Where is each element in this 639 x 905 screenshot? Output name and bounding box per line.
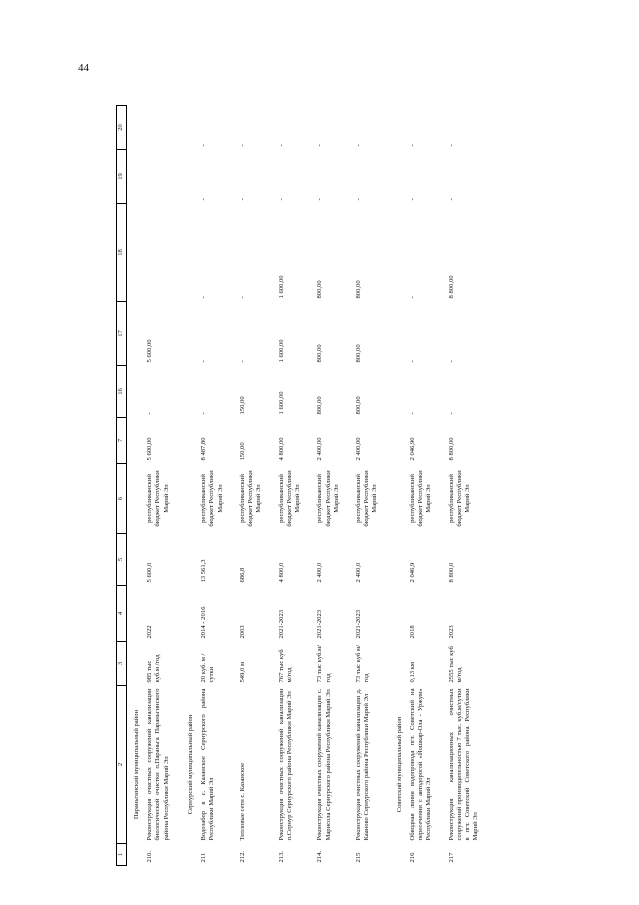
col-header: 1	[117, 844, 127, 866]
capacity: 73 тыс куб.м/год	[316, 645, 332, 683]
years: 2023	[447, 625, 455, 639]
amount-col16: 150,00	[238, 396, 246, 415]
total-amount: 8 800,00	[447, 437, 455, 461]
funding-source: республиканский бюджет Республики Марий Эл	[277, 470, 302, 527]
years: 2003	[238, 625, 246, 639]
estimated-cost: 13 561,3	[200, 559, 208, 583]
object-name: Реконструкция канализационных очистных сооружений производительностью 7 тыс. куб.м/сутки в пгт. Советский Советского района Республики Марий Эл	[447, 688, 480, 841]
amount-col20: -	[408, 144, 416, 147]
amount-col18: -	[408, 296, 416, 299]
col-header: 5	[117, 534, 127, 586]
district-title: Сернурский муниципальный район	[186, 714, 194, 815]
funding-source: республиканский бюджет Республики Марий Эл	[146, 470, 170, 527]
estimated-cost: 2 046,9	[408, 562, 416, 583]
district-title: Советский муниципальный район	[395, 716, 403, 813]
district-title: Параньгинский муниципальный район	[133, 709, 140, 820]
amount-col17: 1 600,00	[277, 339, 285, 363]
district-section-row	[390, 106, 405, 866]
object-name: Реконструкция очистных сооружений канализации биологической очистки п.Параньга Параньгинского района Республики Марий Эл	[146, 688, 170, 841]
total-amount: 4 800,00	[277, 437, 285, 461]
capacity: 73 тыс куб м/год	[354, 645, 371, 683]
table-row	[274, 106, 313, 866]
amount-col17: -	[408, 360, 416, 363]
col-header: 16	[117, 366, 127, 418]
funding-source: республиканский бюджет Республики Марий Эл	[354, 470, 379, 527]
amount-col20: -	[277, 144, 285, 147]
amount-col18: -	[238, 296, 246, 299]
object-name: Тепловые сети с. Казанское	[238, 762, 246, 841]
amount-col19: -	[316, 198, 324, 201]
years: 2014 - 2016	[200, 606, 208, 639]
object-name: Обводная линия водопровода пгт. Советский на пересечении с автодорогой «Йошкар-Ола - Уржум» Республики Марий Эл	[408, 688, 433, 841]
estimated-cost: 2 400,0	[354, 562, 362, 583]
object-name: Водозабор в с. Казанское Сернурского района Республики Марий Эл	[200, 688, 216, 841]
row-number: 214.	[316, 850, 324, 863]
amount-col18: 8 800,00	[447, 275, 455, 299]
amount-col16: 800,00	[354, 396, 362, 415]
amount-col18	[142, 204, 181, 302]
amount-col19: -	[238, 198, 246, 201]
district-section-row	[127, 106, 143, 866]
row-number: 216	[408, 852, 416, 863]
capacity: 0,13 км	[408, 661, 416, 683]
amount-col16: 1 600,00	[277, 391, 285, 415]
col-header: 4	[117, 586, 127, 642]
capacity: 767 тыс куб м/год	[277, 649, 293, 683]
capacity: 985 тыс куб.м /год	[146, 654, 162, 683]
amount-col17: 800,00	[354, 344, 362, 363]
funding-source: республиканский бюджет Республики Марий Эл	[408, 470, 433, 527]
row-number: 212.	[238, 850, 246, 863]
total-amount: 8 487,80	[200, 437, 208, 461]
table-row	[142, 106, 181, 866]
amount-col17: -	[447, 360, 455, 363]
row-number: 211	[200, 852, 208, 863]
amount-col18: -	[200, 296, 208, 299]
amount-col20: -	[200, 144, 208, 147]
col-header: 3	[117, 642, 127, 686]
table-row	[405, 106, 444, 866]
col-header: 20	[117, 106, 127, 150]
years: 2018	[408, 625, 416, 639]
capacity: 20 куб. м / сутки	[200, 653, 216, 683]
col-header: 7	[117, 418, 127, 464]
funding-source: республиканский бюджет Республики Марий Эл	[200, 470, 224, 527]
object-name: Реконструкция очистных сооружений канализации д. Кааново Сернурского района Республики Марий Эл	[354, 688, 371, 841]
funding-source: республиканский бюджет Республики Марий Эл	[447, 470, 472, 527]
table-row	[312, 106, 351, 866]
amount-col16: -	[200, 412, 208, 415]
district-section-row	[181, 106, 196, 866]
years: 2021-2023	[316, 609, 324, 639]
amount-col19: -	[354, 198, 362, 201]
years: 2021-2023	[354, 609, 362, 639]
amount-col20: -	[316, 144, 324, 147]
amount-col18: 1 600,00	[277, 275, 285, 299]
table-row	[351, 106, 390, 866]
funding-source: республиканский бюджет Республики Марий Эл	[316, 470, 340, 527]
amount-col16: -	[447, 412, 455, 415]
amount-col20: -	[354, 144, 362, 147]
total-amount: 2 400,00	[316, 437, 324, 461]
total-amount: 2 046,90	[408, 437, 416, 461]
col-header: 17	[117, 302, 127, 366]
investment-table	[116, 105, 491, 866]
amount-col16: -	[408, 412, 416, 415]
years: 2022	[146, 625, 154, 639]
row-number: 217	[447, 852, 455, 863]
total-amount: 5 600,00	[146, 437, 154, 461]
amount-col16: 800,00	[316, 396, 324, 415]
col-header: 19	[117, 150, 127, 204]
capacity: 549,0 м	[238, 661, 246, 683]
table-row	[235, 106, 274, 866]
col-header: 2	[117, 686, 127, 844]
amount-col19: -	[200, 198, 208, 201]
amount-col19: -	[277, 198, 285, 201]
row-number: 215	[354, 852, 362, 863]
total-amount: 150,00	[238, 442, 246, 461]
row-number: 213.	[277, 850, 285, 863]
row-number: 210.	[146, 850, 154, 863]
page-number: 44	[78, 62, 89, 74]
estimated-cost: 2 400,0	[316, 562, 324, 583]
amount-col19: -	[408, 198, 416, 201]
table-row	[196, 106, 235, 866]
amount-col20	[142, 106, 181, 150]
years: 2021-2023	[277, 609, 285, 639]
amount-col20: -	[238, 144, 246, 147]
amount-col18: 800,00	[354, 280, 362, 299]
amount-col17: -	[238, 360, 246, 363]
amount-col17: 800,00	[316, 344, 324, 363]
object-name: Реконструкция очистных сооружений канализации п.Сернур Сернурского района Республики Марий Эл	[277, 688, 293, 841]
amount-col17: -	[200, 360, 208, 363]
amount-col18: 800,00	[316, 280, 324, 299]
funding-source: республиканский бюджет Республики Марий Эл	[238, 470, 263, 527]
amount-col20: -	[447, 144, 455, 147]
col-header: 6	[117, 464, 127, 534]
col-header: 18	[117, 204, 127, 302]
amount-col19: -	[447, 198, 455, 201]
table-row	[444, 106, 491, 866]
rotated-table-sheet	[116, 106, 596, 866]
amount-col17: 5 600,00	[146, 339, 154, 363]
object-name: Реконструкция очистных сооружений канализации с. Марисола Сернурского района Республики Марий Эл	[316, 688, 332, 841]
total-amount: 2 400,00	[354, 437, 362, 461]
estimated-cost: 8 800,0	[447, 562, 455, 583]
estimated-cost: 4 800,0	[277, 562, 285, 583]
estimated-cost: 686,8	[238, 567, 246, 583]
estimated-cost: 5 600,0	[146, 562, 154, 583]
amount-col16: -	[146, 412, 154, 415]
amount-col19	[142, 150, 181, 204]
header-row	[117, 106, 127, 866]
capacity: 2555 тыс куб м/год	[447, 646, 463, 683]
